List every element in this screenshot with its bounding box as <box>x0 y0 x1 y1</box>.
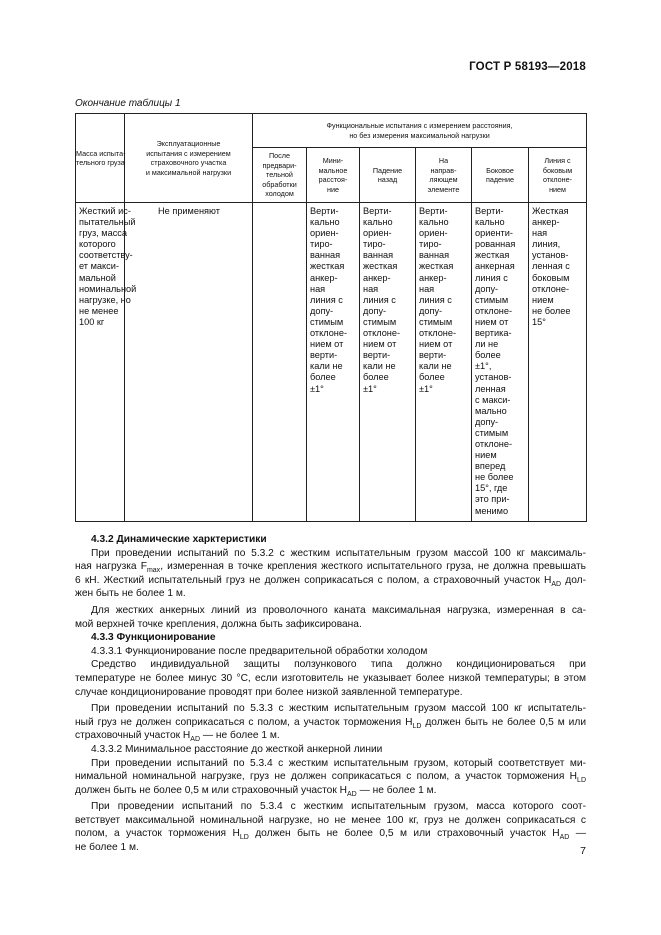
text-line: нием <box>475 450 497 461</box>
cell-guide-element <box>416 203 472 522</box>
text-line: отклоне- <box>475 438 513 449</box>
cell-min-distance <box>307 203 360 522</box>
text-line: верти- <box>419 350 447 361</box>
text-line: кально <box>475 217 505 228</box>
text-line: ванная <box>419 250 450 261</box>
text-line: и максимальной нагрузки <box>145 167 232 177</box>
document-code: ГОСТ Р 58193—2018 <box>469 61 586 73</box>
text-line: стимым <box>475 294 509 305</box>
cell-mass <box>76 203 137 522</box>
paragraph-line: При проведении испытаний по 5.3.4 с жестким испытательным грузом, масса которого соот- <box>91 801 586 813</box>
text-line: ет макси- <box>79 261 119 272</box>
page-number: 7 <box>580 845 586 857</box>
text-line: нием <box>549 184 566 194</box>
text-line: допу- <box>475 283 499 294</box>
text-line: более <box>310 372 336 383</box>
text-line: ляющем <box>429 175 458 184</box>
text-line: пытательный <box>79 217 136 228</box>
text-line: жесткая <box>419 261 454 272</box>
paragraph-line: мой верхней точке крепления, должна быть зафиксирована. <box>75 618 362 630</box>
text-line: жесткая <box>310 261 345 272</box>
text-line: отклоне- <box>363 328 401 339</box>
text-line: вперед <box>475 461 506 472</box>
text-line: Эксплуатационные <box>156 139 221 148</box>
text-line: Функциональные испытания с измерением расстояния, <box>326 121 513 130</box>
text-line: кали не <box>419 361 452 372</box>
text-line: жесткая <box>363 261 398 272</box>
text-line: Верти- <box>310 206 339 216</box>
text-line: ±1° <box>363 383 377 394</box>
text-line: ная <box>532 228 548 239</box>
text-line: Верти- <box>419 206 448 216</box>
text-line: Мини- <box>322 156 344 165</box>
text-line: ванная <box>363 250 394 261</box>
text-line: нием от <box>419 339 453 350</box>
text-line: 100 кг <box>79 316 105 327</box>
header-side-line <box>529 148 587 203</box>
text-line: более <box>475 350 501 361</box>
cell-operational: Не применяют <box>125 203 253 522</box>
text-line: установ- <box>532 250 569 261</box>
text-line: ная <box>419 283 435 294</box>
text-line: ленная <box>475 383 506 394</box>
text-line: нагрузке, но <box>79 294 131 305</box>
text-line: Верти- <box>363 206 392 216</box>
text-line: кально <box>310 217 340 228</box>
text-line: предвари- <box>262 160 297 170</box>
text-line: ориенти- <box>475 228 513 239</box>
text-line: стимым <box>363 316 397 327</box>
text-line: линия, <box>532 239 561 250</box>
text-line: направ- <box>430 165 457 175</box>
text-line: не более <box>532 305 571 316</box>
text-line: расстоя- <box>318 175 348 184</box>
text-line: рованная <box>475 239 516 250</box>
text-line: ная <box>310 283 326 294</box>
text-line: анкер- <box>419 272 447 283</box>
text-line: которого <box>79 239 116 250</box>
text-line: тиро- <box>419 239 442 250</box>
text-line: отклоне- <box>475 305 513 316</box>
text-line: стимым <box>419 316 453 327</box>
text-line: Линия с <box>544 156 571 165</box>
text-line: допу- <box>475 416 499 427</box>
text-line: тельной <box>266 170 293 180</box>
text-line: жесткая <box>475 250 510 261</box>
text-line: ленная с <box>532 261 570 272</box>
cell-side-fall <box>472 203 529 522</box>
text-line: тельного груза <box>76 158 125 167</box>
text-line: установ- <box>475 372 512 383</box>
text-line: допу- <box>310 305 334 316</box>
text-line: ние <box>327 184 339 194</box>
text-line: линия с <box>363 294 396 305</box>
paragraph-line: 6 кН. Жесткий испытательный груз не должен соприкасаться с полом, а страховочный участок $H_{AD}$ дол- <box>75 574 586 588</box>
header-mass <box>76 114 125 203</box>
text-line: отклоне- <box>532 283 570 294</box>
text-line: допу- <box>363 305 387 316</box>
text-line: с макси- <box>475 394 511 405</box>
header-operational-tests <box>125 114 253 203</box>
text-line: не более <box>475 472 514 483</box>
header-fall-back <box>360 148 416 203</box>
text-line: стимым <box>475 427 509 438</box>
text-line: линия с <box>475 272 508 283</box>
text-line: номинальной <box>79 283 137 294</box>
section-body <box>75 533 586 855</box>
text-line: кально <box>363 217 393 228</box>
text-line: Жесткий ис- <box>79 206 131 216</box>
text-line: отклоне- <box>419 328 457 339</box>
cell-fall-back <box>360 203 416 522</box>
text-line: Падение <box>372 165 403 175</box>
paragraph-line: температуре не более минус 30 °С, если изготовитель не указывает более низкой температуры; в этом <box>75 672 586 684</box>
text-line: отклоне- <box>543 175 573 184</box>
text-line: анкер- <box>532 217 560 228</box>
text-line: мальное <box>318 165 348 175</box>
text-line: боковым <box>532 272 570 283</box>
header-min-distance <box>307 148 360 203</box>
paragraph-line: должен быть не более 0,5 м или страховочный участок $H_{AD}$ — не более 1 м. <box>75 784 437 798</box>
text-line: 15° <box>532 316 546 327</box>
text-line: ная <box>363 283 379 294</box>
paragraph-line: жен быть не более 1 м. <box>75 588 186 600</box>
text-line: элементе <box>427 184 460 194</box>
text-line: ориен- <box>310 228 339 239</box>
paragraph-line: случае кондиционирование проводят при более низкой заявленной температуре. <box>75 686 463 698</box>
paragraph-line: ная нагрузка $F_{max}$, измеренная в точке крепления жесткого испытательного груза, не должна превышать <box>75 561 586 574</box>
text-line: 15°, где <box>475 483 508 494</box>
text-line: груз, масса <box>79 228 127 239</box>
text-line: ориен- <box>363 228 392 239</box>
text-line: назад <box>377 175 398 184</box>
requirements-table <box>75 113 587 522</box>
cell-side-line <box>529 203 587 522</box>
header-after-cold <box>253 148 307 203</box>
text-line: падение <box>485 175 515 184</box>
text-line: верти- <box>310 350 338 361</box>
text-line: кали не <box>310 361 343 372</box>
text-line: линия с <box>310 294 343 305</box>
paragraph-line: не более 1 м. <box>75 842 139 854</box>
text-line: ориен- <box>419 228 448 239</box>
text-line: ±1°, <box>475 361 492 372</box>
text-line: отклоне- <box>310 328 348 339</box>
text-line: Боковое <box>486 165 514 175</box>
paragraph-line: страховочный участок $H_{AD}$ — не более 1 м. <box>75 730 280 744</box>
text-line: Масса испыта- <box>76 148 126 158</box>
text-line: ±1° <box>419 383 433 394</box>
text-line: но без измерения максимальной нагрузки <box>349 130 490 140</box>
text-line: анкер- <box>363 272 391 283</box>
cell-after-cold <box>253 203 307 522</box>
header-side-fall <box>472 148 529 203</box>
text-line: не менее <box>79 305 119 316</box>
paragraph-line: ный груз не должен соприкасаться с полом, а участок торможения $H_{LD}$ должен быть не более 0,5 м или <box>75 716 586 730</box>
text-line: мальной <box>79 272 116 283</box>
text-line: анкер- <box>310 272 338 283</box>
paragraph-line: При проведении испытаний по 5.3.3 с жестким испытательным грузом массой 100 кг испытатель- <box>91 703 586 715</box>
text-line: линия с <box>419 294 452 305</box>
heading-4-3-2: 4.3.2 Динамические харктеристики <box>91 534 267 545</box>
paragraph-line: полом, а участок торможения $H_{LD}$ должен быть не более 0,5 м или страховочный участок $H_{AD}$ — <box>75 828 586 842</box>
paragraph-line: При проведении испытаний по 5.3.4 с жестким испытательным грузом, который соответствует ми- <box>91 757 586 769</box>
text-line: мально <box>475 405 507 416</box>
header-guide-element <box>416 148 472 203</box>
text-line: ли не <box>475 339 499 350</box>
text-line: боковым <box>542 165 573 175</box>
text-line: Жесткая <box>532 206 569 216</box>
text-line: менимо <box>475 505 509 516</box>
header-functional-tests <box>253 114 587 148</box>
table-caption: Окончание таблицы 1 <box>75 98 181 109</box>
paragraph-line: При проведении испытаний по 5.3.2 с жестким испытательным грузом массой 100 кг максималь- <box>91 547 586 559</box>
text-line: страховочного участка <box>150 158 227 167</box>
paragraph-line: Для жестких анкерных линий из проволочного каната максимальная нагрузка, измеренная в са- <box>91 604 586 616</box>
text-line: более <box>419 372 445 383</box>
text-line: На <box>438 156 449 165</box>
text-line: анкерная <box>475 261 515 272</box>
text-line: соответству- <box>79 250 133 261</box>
text-line: это при- <box>475 494 510 505</box>
text-line: кально <box>419 217 449 228</box>
text-line: нием от <box>310 339 344 350</box>
text-line: ±1° <box>310 383 324 394</box>
heading-4-3-3-1: 4.3.3.1 Функционирование после предварительной обработки холодом <box>91 645 428 657</box>
paragraph-line: ветствует максимальной номинальной нагрузке, но не менее 100 кг, груз не должен соприкасаться с <box>75 814 586 826</box>
text-line: кали не <box>363 361 396 372</box>
text-line: нием <box>532 294 554 305</box>
text-line: вертика- <box>475 328 512 339</box>
text-line: ванная <box>310 250 341 261</box>
text-line: верти- <box>363 350 391 361</box>
text-line: нием от <box>475 316 509 327</box>
text-line: тиро- <box>310 239 333 250</box>
text-line: обработки <box>262 179 297 189</box>
heading-4-3-3-2: 4.3.3.2 Минимальное расстояние до жесткой анкерной линии <box>91 743 383 755</box>
paragraph-line: Средство индивидуальной защиты ползункового типа должно кондиционироваться при <box>91 659 586 671</box>
text-line: Верти- <box>475 206 504 216</box>
heading-4-3-3: 4.3.3 Функционирование <box>91 632 216 644</box>
text-line: тиро- <box>363 239 386 250</box>
text-line: После <box>269 151 290 161</box>
text-line: холодом <box>265 189 294 199</box>
paragraph-line: нимальной номинальной нагрузке, груз не должен соприкасаться с полом, а участок торможения $H_{LD}$ <box>75 771 586 784</box>
text-line: допу- <box>419 305 443 316</box>
text-line: испытания с измерением <box>146 148 231 158</box>
text-line: стимым <box>310 316 344 327</box>
text-line: нием от <box>363 339 397 350</box>
text-line: более <box>363 372 389 383</box>
